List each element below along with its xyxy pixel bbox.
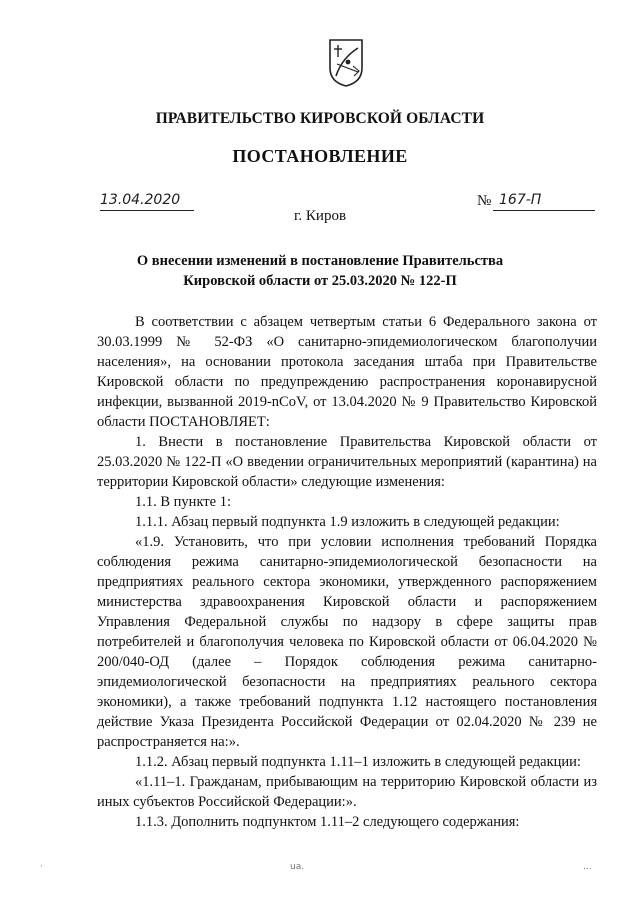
document-body	[97, 312, 597, 832]
paragraph-quote-1-11-1: «1.11–1. Гражданам, прибывающим на территорию Кировской области из иных субъектов Российской Федерации:».	[97, 774, 597, 810]
paragraph-item-1-1-3: 1.1.3. Дополнить подпунктом 1.11–2 следующего содержания:	[135, 814, 520, 830]
subject-line-2: Кировской области от 25.03.2020 № 122-П	[183, 273, 457, 289]
subject-line-1: О внесении изменений в постановление Правительства	[136, 253, 504, 269]
footer-mark-right: ...	[583, 862, 592, 872]
paragraph-item-1-1-1: 1.1.1. Абзац первый подпункта 1.9 изложить в следующей редакции:	[135, 514, 560, 530]
city-label: г. Киров	[293, 208, 347, 224]
footer-mark-center: ua.	[290, 862, 305, 872]
paragraph-item-1: 1. Внести в постановление Правительства Кировской области от 25.03.2020 № 122-П «О введении ограничительных мероприятий (карантина) на территории Кировской области» следующие изменения:	[97, 434, 597, 490]
paragraph-quote-1-9: «1.9. Установить, что при условии исполнения требований Порядка соблюдения режима санитарно-эпидемиологической безопасности на предприятиях реального сектора экономики, утвержденного распоряжением министерства здравоохранения Кировской области и распоряжением Управления Федеральной службы по надзору в сфере защиты прав потребителей и благополучия человека по Кировской области от 06.04.2020 № 200/040-ОД (далее – Порядок соблюдения режима санитарно-эпидемиологической безопасности на предприятиях реального сектора экономики), а также требований подпункта 1.12 настоящего постановления действие Указа Президента Российской Федерации от 02.04.2020 № 239 не распространяется на:».	[97, 534, 597, 750]
paragraph-item-1-1: 1.1. В пункте 1:	[135, 494, 231, 510]
paragraph-preamble: В соответствии с абзацем четвертым статьи 6 Федерального закона от 30.03.1999 № 52-ФЗ «О санитарно-эпидемиологическом благополучии населения», на основании протокола заседания штаба при Правительстве Кировской области по предупреждению распространения коронавирусной инфекции, вызванной 2019-nCoV, от 13.04.2020 № 9 Правительство Кировской области ПОСТАНОВЛЯЕТ:	[97, 314, 597, 430]
government-title: ПРАВИТЕЛЬСТВО КИРОВСКОЙ ОБЛАСТИ	[155, 110, 485, 127]
handwritten-number: 167-П	[499, 192, 542, 208]
footer-mark-left: ·	[40, 862, 43, 872]
paragraph-item-1-1-2: 1.1.2. Абзац первый подпункта 1.11–1 изложить в следующей редакции:	[135, 754, 581, 770]
document-type-title: ПОСТАНОВЛЕНИЕ	[232, 146, 408, 166]
subject-heading	[0, 251, 640, 291]
coat-of-arms-icon	[328, 38, 364, 88]
handwritten-date: 13.04.2020	[100, 192, 181, 208]
number-sign: №	[477, 193, 492, 209]
